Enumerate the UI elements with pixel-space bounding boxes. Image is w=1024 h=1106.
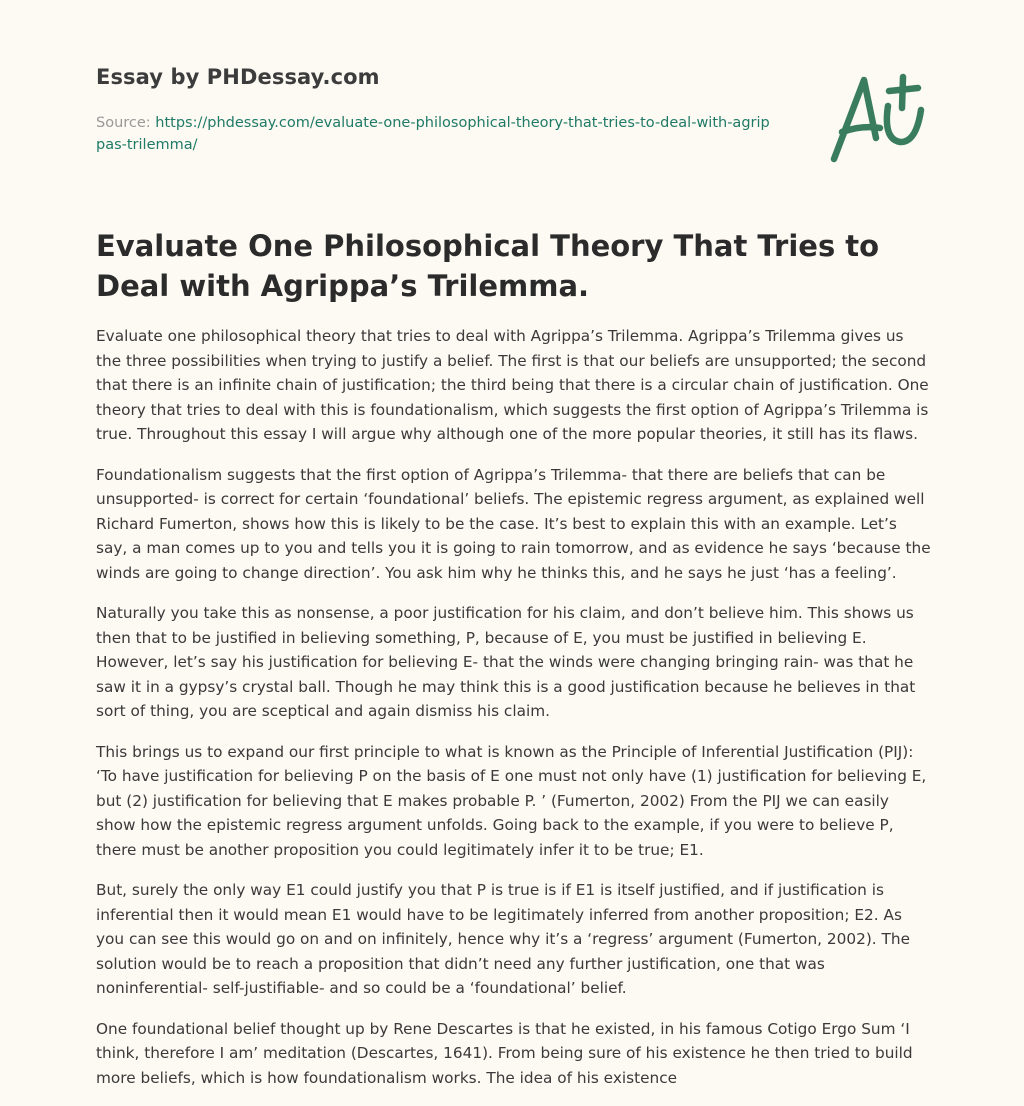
a-plus-logo-icon: [826, 66, 936, 168]
essay-paragraph: Naturally you take this as nonsense, a poor justification for his claim, and don’t believe him. This shows us then that to be justified in believing something, P, because of E, you must be justified in believing E. However, let’s say his justification for believing E- that the winds were changing bringing rain- was that he saw it in a gypsy’s crystal ball. Though he may think this is a good justification because he believes in that sort of thing, you are sceptical and again dismiss his claim.: [96, 604, 916, 720]
essay-paragraph: Foundationalism suggests that the first option of Agrippa’s Trilemma- that there are beliefs that can be unsupported- is correct for certain ‘foundational’ beliefs. The epistemic regress argument, as explained well Richard Fumerton, shows how this is likely to be the case. It’s best to explain this with an example. Let’s say, a man comes up to you and tells you it is going to rain tomorrow, and as evidence he says ‘because the winds are going to change direction’. You ask him why he thinks this, and he says he just ‘has a feeling’.: [96, 465, 931, 582]
essay-paragraph: Evaluate one philosophical theory that tries to deal with Agrippa’s Trilemma. Agrippa’s Trilemma gives us the three possibilities when trying to justify a belief. The first is that our beliefs are unsupported; the second that there is an infinite chain of justification; the third being that there is a circular chain of justification. One theory that tries to deal with this is foundationalism, which suggests the first option of Agrippa’s Trilemma is true. Throughout this essay I will argue why although one of the more popular theories, it still has its flaws.: [96, 327, 929, 443]
essay-title: Evaluate One Philosophical Theory That Tries to Deal with Agrippa’s Trilemma.: [96, 229, 880, 303]
source-label: Source:: [96, 115, 151, 131]
essay-paragraph: This brings us to expand our first principle to what is known as the Principle of Inferential Justification (PIJ): ‘To have justification for believing P on the basis of E one must not only have (1) justification for believing E, but (2) justification for believing that E makes probable P. ’ (Fumerton, 2002) From the PIJ we can easily show how the epistemic regress argument unfolds. Going back to the example, if you were to believe P, there must be another proposition you could legitimately infer it to be true; E1.: [96, 742, 927, 859]
site-brand: Essay by PHDessay.com: [96, 65, 380, 89]
essay-paragraph: But, surely the only way E1 could justify you that P is true is if E1 is itself justified, and if justification is inferential then it would mean E1 would have to be legitimately inferred from another proposition; E2. As you can see this would go on and on infinitely, hence why it’s a ‘regress’ argument (Fumerton, 2002). The solution would be to reach a proposition that didn’t need any further justification, one that was noninferential- self-justifiable- and so could be a ‘foundational’ belief.: [96, 881, 910, 997]
source-line: [96, 112, 776, 156]
source-link[interactable]: https://phdessay.com/evaluate-one-philosophical-theory-that-tries-to-deal-with-agrippas-trilemma/: [96, 115, 770, 153]
header: [96, 0, 928, 190]
essay-paragraph: One foundational belief thought up by Rene Descartes is that he existed, in his famous Cotigo Ergo Sum ‘I think, therefore I am’ meditation (Descartes, 1641). From being sure of his existence he then tried to build more beliefs, which is how foundationalism works. The idea of his existence: [96, 1019, 913, 1087]
essay-body: [96, 324, 932, 1106]
